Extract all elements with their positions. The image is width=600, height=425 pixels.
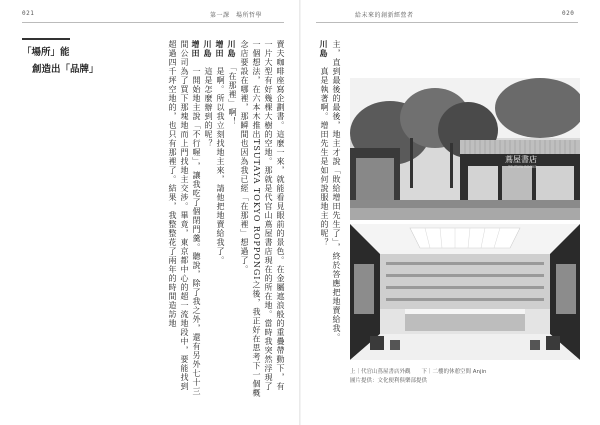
paragraph-text: 「在那裡」啊！ [228,67,237,126]
photo-caption: 上｜代官山蔦屋書店外觀 下｜二樓的休憩空間 Anjin [350,369,487,375]
right-page-number: 020 [562,10,575,17]
book-gutter [299,0,301,425]
paragraph-text: 主，直到最後的最後，地主才說「敗給增田先生了」，終於答應把地賣給我。 [332,40,341,342]
body-paragraph [318,40,330,398]
photo-credit: 圖片提供：文化便利俱樂部提供 [350,378,428,384]
speaker-name: 川島 [319,40,329,58]
paragraph-text: 賣夫咖啡座寫企劃書。這麼一來，就能看見眼前的景色。在金屬遮浪般的重疊帶動下，有一片大型有好幾棵大樹的空地。那就是代官山蔦屋書店現在的所在地。當時我突然浮現了一個想法，在六本木推出TSUTAYA TOKYO ROPPONGI之後，我正好在思考下一個概念店要設在哪裡，那瞬間也因為我已經「在那裡」想過了。 [240,40,285,398]
paragraph-text: 真是執著啊。增田先生是如何說服地主的呢？ [320,67,329,247]
lounge-photo [350,224,580,360]
left-page-number: 021 [22,10,35,17]
right-body-text [318,40,342,398]
speaker-name: 川島 [227,40,237,58]
left-running-head: 第一課 場所哲學 [210,12,263,19]
left-body-text [96,40,286,398]
paragraph-text: 一開始地主說「不行喔」，讓我吃了個閉門羹。聽說，除了我之外，還有另外七十三間公司為了買下那塊地而上門找地主交涉。畢竟，東京都中心的超一流地段中，要能找到超過四千坪空地的，也只有那裡了。結果，我整整花了兩年的時間造訪地 [168,40,201,396]
speaker-name: 增田 [215,40,225,58]
section-title [22,44,99,78]
section-title-rule [22,38,70,40]
section-title-line1: 「場所」能 [22,47,70,58]
speaker-name: 川島 [203,40,213,58]
storefront-sign: 蔦屋書店 [505,155,537,164]
storefront-illustration [350,78,580,220]
body-paragraph [214,40,226,398]
body-paragraph [166,40,202,398]
left-header-rule [22,22,284,23]
lounge-illustration [350,224,580,360]
body-paragraph [202,40,214,398]
paragraph-text: 是啊。所以我立刻找地主來，請他把地賣給我了。 [216,67,225,265]
body-paragraph [238,40,286,398]
storefront-sign-sub: TSUTAYA BOOKS [508,165,537,169]
body-paragraph [330,40,342,398]
section-title-line2: 創造出「品牌」 [32,64,99,75]
body-paragraph [226,40,238,398]
right-running-head: 給未來的創新經營者 [355,12,414,19]
paragraph-text: 這是怎麼辦到的呢？ [204,67,213,148]
right-header-rule [316,22,578,23]
speaker-name: 增田 [191,40,201,58]
storefront-photo [350,78,580,220]
